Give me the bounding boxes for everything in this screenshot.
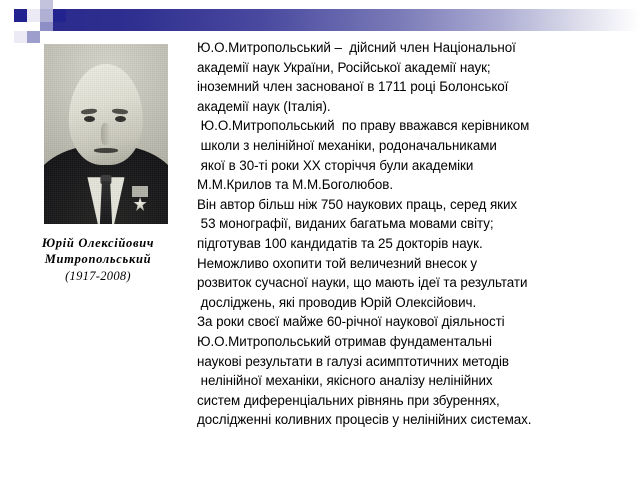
portrait-column bbox=[0, 44, 196, 285]
biography-line: Неможливо охопити той величезний внесок у bbox=[197, 255, 478, 271]
biography-line: школи з нелінійної механіки, родоначальниками bbox=[197, 137, 497, 153]
banner-square-dark-2 bbox=[53, 9, 66, 22]
banner-square-mid-3 bbox=[27, 31, 40, 43]
biography-line: М.М.Крилов та М.М.Боголюбов. bbox=[197, 177, 394, 193]
biography-line: дослідженні коливних процесів у нелінійних системах. bbox=[197, 412, 532, 428]
biography-line: академії наук (Італія). bbox=[197, 98, 331, 114]
biography-line: якої в 30-ті роки XX сторіччя були академіки bbox=[197, 157, 474, 173]
portrait-film-grain bbox=[44, 44, 168, 224]
biography-text-block bbox=[197, 38, 637, 430]
biography-line: За роки своєї майже 60-річної наукової діяльності bbox=[197, 314, 505, 330]
caption-name-line-1: Юрій Олексійович bbox=[41, 236, 155, 250]
banner-gradient-bar bbox=[36, 9, 640, 31]
biography-line: досліджень, які проводив Юрій Олексійович. bbox=[197, 294, 477, 310]
biography-line: систем диференціальних рівнянь при збуреннях, bbox=[197, 392, 500, 408]
portrait-photo bbox=[44, 44, 168, 224]
biography-line: розвиток сучасної науки, що мають ідеї та результати bbox=[197, 275, 528, 291]
banner-square-dark-1 bbox=[14, 9, 27, 22]
biography-line: Ю.О.Митропольський по праву вважався керівником bbox=[197, 118, 530, 134]
banner-square-white-2 bbox=[27, 22, 40, 31]
biography-line: Ю.О.Митропольський отримав фундаментальні bbox=[197, 333, 492, 349]
caption-life-years: (1917-2008) bbox=[65, 269, 131, 284]
banner-square-pale-2 bbox=[14, 31, 27, 43]
biography-line: нелінійної механіки, якісного аналізу нелінійних bbox=[197, 373, 493, 389]
banner-square-mid-1 bbox=[40, 9, 53, 22]
biography-line: академії наук України, Російської академії наук; bbox=[197, 59, 491, 75]
biography-line: Він автор більш ніж 750 наукових праць, серед яких bbox=[197, 196, 518, 212]
biography-line: підготував 100 кандидатів та 25 докторів наук. bbox=[197, 235, 483, 251]
caption-name-line-2: Митропольський bbox=[44, 251, 152, 266]
biography-line: іноземний член заснованої в 1711 році Болонської bbox=[197, 79, 509, 95]
biography-line: наукові результати в галузі асимптотичних методів bbox=[197, 353, 509, 369]
banner-square-white-left bbox=[0, 9, 14, 22]
banner-square-mid-2 bbox=[40, 22, 53, 31]
biography-line: 53 монографії, виданих багатьма мовами світу; bbox=[197, 216, 494, 232]
banner-square-pale-1 bbox=[27, 9, 40, 22]
portrait-caption bbox=[0, 236, 196, 285]
biography-line: Ю.О.Митропольський – дійсний член Національної bbox=[197, 40, 516, 55]
banner-square-light-1 bbox=[40, 0, 53, 9]
banner-square-white-1 bbox=[27, 0, 40, 9]
